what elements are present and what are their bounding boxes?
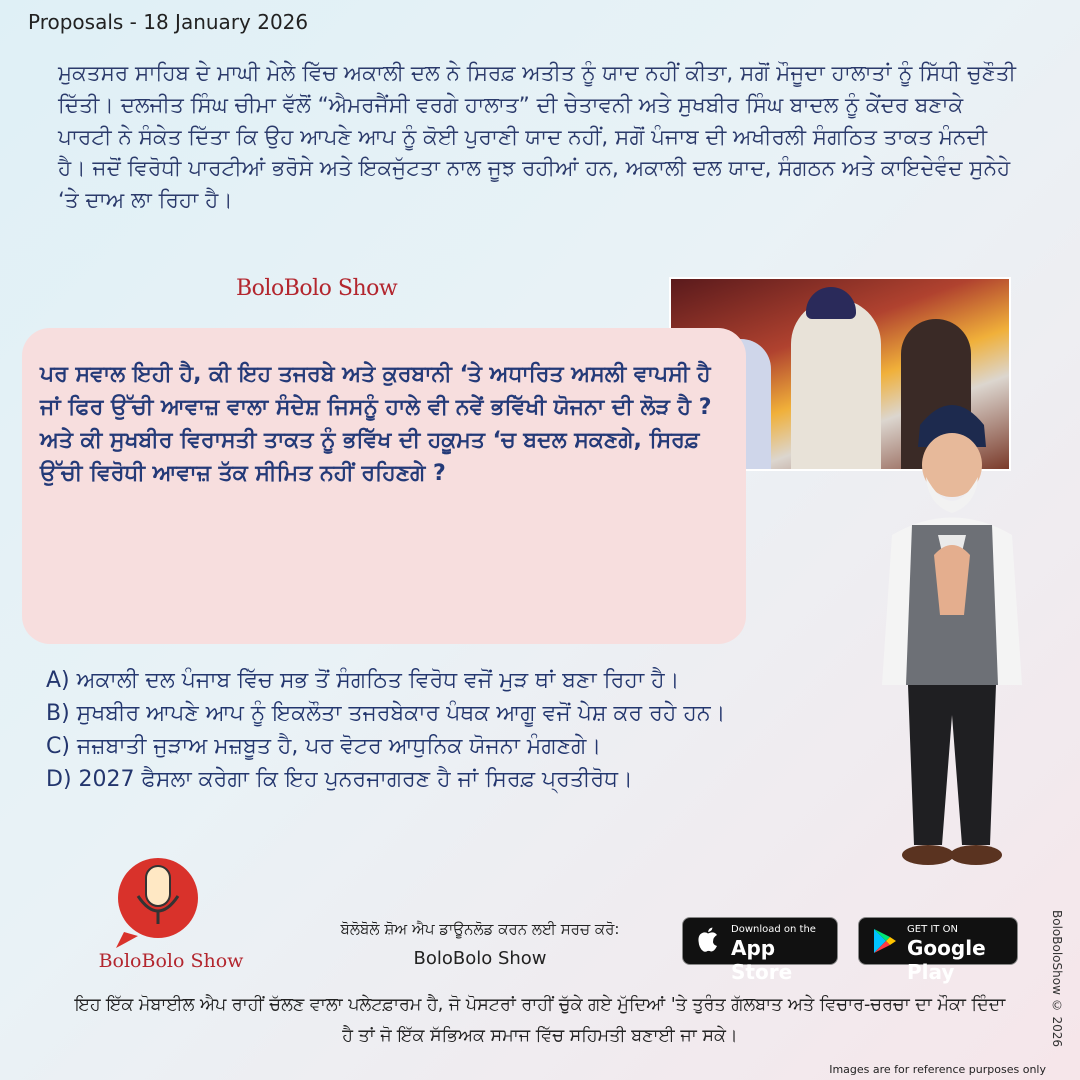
- question-bubble: [22, 328, 746, 644]
- google-play-button[interactable]: [858, 917, 1018, 984]
- option-b[interactable]: B) ਸੁਖਬੀਰ ਆਪਣੇ ਆਪ ਨੂੰ ਇਕਲੌਤਾ ਤਜਰਬੇਕਾਰ ਪੰਥਕ ਆਗੂ ਵਜੋਂ ਪੇਸ਼ ਕਰ ਰਹੇ ਹਨ।: [46, 701, 726, 726]
- photo-turban: [806, 287, 856, 319]
- copyright-side-text: BoloBoloShow © 2026: [1050, 910, 1064, 1048]
- disclaimer: Images are for reference purposes only: [829, 1063, 1046, 1076]
- gplay-small-text: GET IT ON: [907, 924, 958, 935]
- search-term: BoloBolo Show: [413, 948, 547, 969]
- option-a[interactable]: A) ਅਕਾਲੀ ਦਲ ਪੰਜਾਬ ਵਿੱਚ ਸਭ ਤੋਂ ਸੰਗਠਿਤ ਵਿਰੋਧ ਵਜੋਂ ਮੁੜ ਥਾਂ ਬਣਾ ਰਿਹਾ ਹੈ।: [46, 668, 680, 693]
- gplay-big-text: Google Play: [907, 936, 986, 984]
- google-play-icon: [869, 926, 899, 956]
- option-d[interactable]: D) 2027 ਫੈਸਲਾ ਕਰੇਗਾ ਕਿ ਇਹ ਪੁਨਰਜਾਗਰਣ ਹੈ ਜਾਂ ਸਿਰਫ਼ ਪ੍ਰਤੀਰੋਧ।: [46, 767, 633, 792]
- question-text: ਪਰ ਸਵਾਲ ਇਹੀ ਹੈ, ਕੀ ਇਹ ਤਜਰਬੇ ਅਤੇ ਕੁਰਬਾਨੀ ‘ਤੇ ਅਧਾਰਿਤ ਅਸਲੀ ਵਾਪਸੀ ਹੈ ਜਾਂ ਫਿਰ ਉੱਚੀ ਆਵਾਜ਼ ਵਾਲਾ ਸੰਦੇਸ਼ ਜਿਸਨੂੰ ਹਾਲੇ ਵੀ ਨਵੇਂ ਭਵਿੱਖੀ ਯੋਜਨਾ ਦੀ ਲੋੜ ਹੈ ? ਅਤੇ ਕੀ ਸੁਖਬੀਰ ਵਿਰਾਸਤੀ ਤਾਕਤ ਨੂੰ ਭਵਿੱਖ ਦੀ ਹਕੂਮਤ ‘ਚ ਬਦਲ ਸਕਣਗੇ, ਸਿਰਫ਼ ਉੱਚੀ ਵਿਰੋਧੀ ਆਵਾਜ਼ ਤੱਕ ਸੀਮਿਤ ਨਹੀਂ ਰਹਿਣਗੇ ?: [40, 362, 712, 486]
- appstore-big-text: App Store: [731, 936, 793, 984]
- photo-figure-center: [791, 299, 881, 469]
- download-instruction: ਬੋਲੋਬੋਲੋ ਸ਼ੋਅ ਐਪ ਡਾਊਨਲੋਡ ਕਰਨ ਲਈ ਸਰਚ ਕਰੋ:: [340, 920, 620, 938]
- brand-watermark: BoloBolo Show: [236, 276, 398, 301]
- intro-paragraph: ਮੁਕਤਸਰ ਸਾਹਿਬ ਦੇ ਮਾਘੀ ਮੇਲੇ ਵਿੱਚ ਅਕਾਲੀ ਦਲ ਨੇ ਸਿਰਫ਼ ਅਤੀਤ ਨੂੰ ਯਾਦ ਨਹੀਂ ਕੀਤਾ, ਸਗੋਂ ਮੌਜੂਦਾ ਹਾਲਾਤਾਂ ਨੂੰ ਸਿੱਧੀ ਚੁਣੌਤੀ ਦਿੱਤੀ। ਦਲਜੀਤ ਸਿੰਘ ਚੀਮਾ ਵੱਲੋਂ “ਐਮਰਜੈਂਸੀ ਵਰਗੇ ਹਾਲਾਤ” ਦੀ ਚੇਤਾਵਨੀ ਅਤੇ ਸੁਖਬੀਰ ਸਿੰਘ ਬਾਦਲ ਨੂੰ ਕੇਂਦਰ ਬਣਾਕੇ ਪਾਰਟੀ ਨੇ ਸੰਕੇਤ ਦਿੱਤਾ ਕਿ ਉਹ ਆਪਣੇ ਆਪ ਨੂੰ ਕੋਈ ਪੁਰਾਣੀ ਯਾਦ ਨਹੀਂ, ਸਗੋਂ ਪੰਜਾਬ ਦੀ ਅਖੀਰਲੀ ਸੰਗਠਿਤ ਤਾਕਤ ਮੰਨਦੀ ਹੈ। ਜਦੋਂ ਵਿਰੋਧੀ ਪਾਰਟੀਆਂ ਭਰੋਸੇ ਅਤੇ ਇਕਜੁੱਟਤਾ ਨਾਲ ਜੂਝ ਰਹੀਆਂ ਹਨ, ਅਕਾਲੀ ਦਲ ਯਾਦ, ਸੰਗਠਨ ਅਤੇ ਕਾਇਦੇਵੰਦ ਸੁਨੇਹੇ ‘ਤੇ ਦਾਅ ਲਾ ਰਿਹਾ ਹੈ।: [58, 61, 1016, 214]
- option-c[interactable]: C) ਜਜ਼ਬਾਤੀ ਜੁੜਾਅ ਮਜ਼ਬੂਤ ਹੈ, ਪਰ ਵੋਟਰ ਆਧੁਨਿਕ ਯੋਜਨਾ ਮੰਗਣਗੇ।: [46, 734, 602, 759]
- appstore-small-text: Download on the: [731, 924, 816, 935]
- app-store-button[interactable]: [682, 917, 838, 984]
- answer-options: [46, 664, 906, 796]
- logo-text: BoloBolo Show: [98, 950, 244, 972]
- bolobolo-logo: [86, 852, 256, 982]
- apple-icon: [693, 926, 723, 956]
- leader-illustration: [872, 385, 1032, 880]
- microphone-icon: [86, 852, 256, 952]
- page-header: Proposals - 18 January 2026: [28, 10, 309, 34]
- footer-description: ਇਹ ਇੱਕ ਮੋਬਾਈਲ ਐਪ ਰਾਹੀਂ ਚੱਲਣ ਵਾਲਾ ਪਲੇਟਫ਼ਾਰਮ ਹੈ, ਜੋ ਪੋਸਟਰਾਂ ਰਾਹੀਂ ਚੁੱਕੇ ਗਏ ਮੁੱਦਿਆਂ 'ਤੇ ਤੁਰੰਤ ਗੱਲਬਾਤ ਅਤੇ ਵਿਚਾਰ-ਚਰਚਾ ਦਾ ਮੌਕਾ ਦਿੰਦਾ ਹੈ ਤਾਂ ਜੋ ਇੱਕ ਸੱਭਿਅਕ ਸਮਾਜ ਵਿੱਚ ਸਹਿਮਤੀ ਬਣਾਈ ਜਾ ਸਕੇ।: [74, 995, 1006, 1046]
